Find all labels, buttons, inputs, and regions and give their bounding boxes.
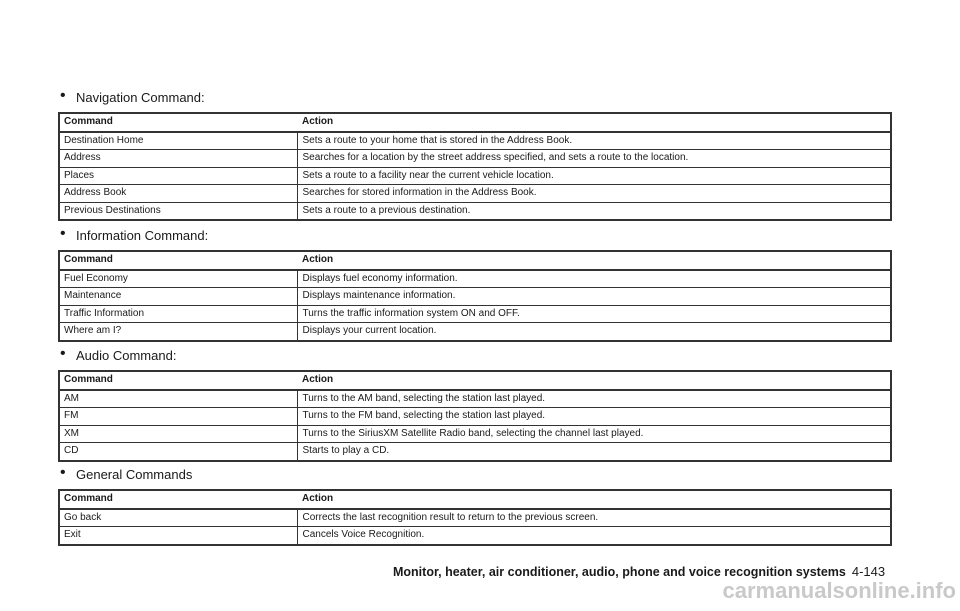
command-cell: Fuel Economy: [59, 270, 297, 288]
page-number: 4-143: [851, 564, 886, 579]
column-header-action: Action: [297, 113, 891, 132]
command-cell: FM: [59, 408, 297, 426]
table-row: [59, 305, 891, 323]
action-cell: Displays maintenance information.: [297, 288, 891, 306]
table-row: [59, 150, 891, 168]
column-header-command: Command: [59, 371, 297, 390]
action-cell: Corrects the last recognition result to return to the previous screen.: [297, 509, 891, 527]
table-header-row: [59, 490, 891, 509]
column-header-action: Action: [297, 371, 891, 390]
command-cell: XM: [59, 425, 297, 443]
action-cell: Turns the traffic information system ON and OFF.: [297, 305, 891, 323]
table-row: [59, 167, 891, 185]
section-heading: [56, 465, 894, 483]
section-heading: [56, 346, 894, 364]
section-heading-text: Navigation Command:: [76, 89, 205, 105]
table-row: [59, 323, 891, 341]
action-cell: Displays fuel economy information.: [297, 270, 891, 288]
command-cell: Destination Home: [59, 132, 297, 150]
command-cell: Traffic Information: [59, 305, 297, 323]
bullet-icon: •: [60, 463, 66, 481]
action-cell: Searches for a location by the street address specified, and sets a route to the location.: [297, 150, 891, 168]
table-row: [59, 509, 891, 527]
navigation-command-table: [58, 112, 892, 221]
section-heading-text: Audio Command:: [76, 347, 177, 363]
bullet-icon: •: [60, 86, 66, 104]
command-cell: Address: [59, 150, 297, 168]
column-header-command: Command: [59, 490, 297, 509]
table-row: [59, 132, 891, 150]
section-heading: [56, 226, 894, 244]
table-row: [59, 527, 891, 545]
section-heading-text: General Commands: [76, 466, 193, 482]
command-cell: Address Book: [59, 185, 297, 203]
audio-command-section: [56, 346, 894, 462]
table-row: [59, 425, 891, 443]
table-header-row: [59, 371, 891, 390]
command-cell: Places: [59, 167, 297, 185]
action-cell: Sets a route to your home that is stored in the Address Book.: [297, 132, 891, 150]
general-commands-section: [56, 465, 894, 546]
command-cell: AM: [59, 390, 297, 408]
table-header-row: [59, 251, 891, 270]
action-cell: Cancels Voice Recognition.: [297, 527, 891, 545]
table-row: [59, 288, 891, 306]
action-cell: Displays your current location.: [297, 323, 891, 341]
column-header-command: Command: [59, 113, 297, 132]
navigation-command-section: [56, 88, 894, 221]
chapter-title: Monitor, heater, air conditioner, audio, phone and voice recognition systems: [393, 565, 846, 579]
table-row: [59, 443, 891, 461]
general-commands-table: [58, 489, 892, 546]
command-cell: Exit: [59, 527, 297, 545]
bullet-icon: •: [60, 344, 66, 362]
action-cell: Turns to the AM band, selecting the station last played.: [297, 390, 891, 408]
table-header-row: [59, 113, 891, 132]
action-cell: Sets a route to a previous destination.: [297, 202, 891, 220]
column-header-action: Action: [297, 490, 891, 509]
command-cell: CD: [59, 443, 297, 461]
action-cell: Sets a route to a facility near the current vehicle location.: [297, 167, 891, 185]
information-command-section: [56, 226, 894, 342]
information-command-table: [58, 250, 892, 342]
watermark-text: carmanualsonline.info: [722, 578, 956, 603]
action-cell: Searches for stored information in the Address Book.: [297, 185, 891, 203]
section-heading: [56, 88, 894, 106]
section-heading-text: Information Command:: [76, 227, 209, 243]
column-header-command: Command: [59, 251, 297, 270]
action-cell: Turns to the SiriusXM Satellite Radio band, selecting the channel last played.: [297, 425, 891, 443]
table-row: [59, 185, 891, 203]
action-cell: Starts to play a CD.: [297, 443, 891, 461]
table-row: [59, 202, 891, 220]
audio-command-table: [58, 370, 892, 462]
column-header-action: Action: [297, 251, 891, 270]
action-cell: Turns to the FM band, selecting the station last played.: [297, 408, 891, 426]
page-footer: [393, 564, 885, 579]
command-cell: Previous Destinations: [59, 202, 297, 220]
command-cell: Maintenance: [59, 288, 297, 306]
bullet-icon: •: [60, 224, 66, 242]
table-row: [59, 270, 891, 288]
table-row: [59, 390, 891, 408]
table-row: [59, 408, 891, 426]
command-cell: Go back: [59, 509, 297, 527]
command-cell: Where am I?: [59, 323, 297, 341]
